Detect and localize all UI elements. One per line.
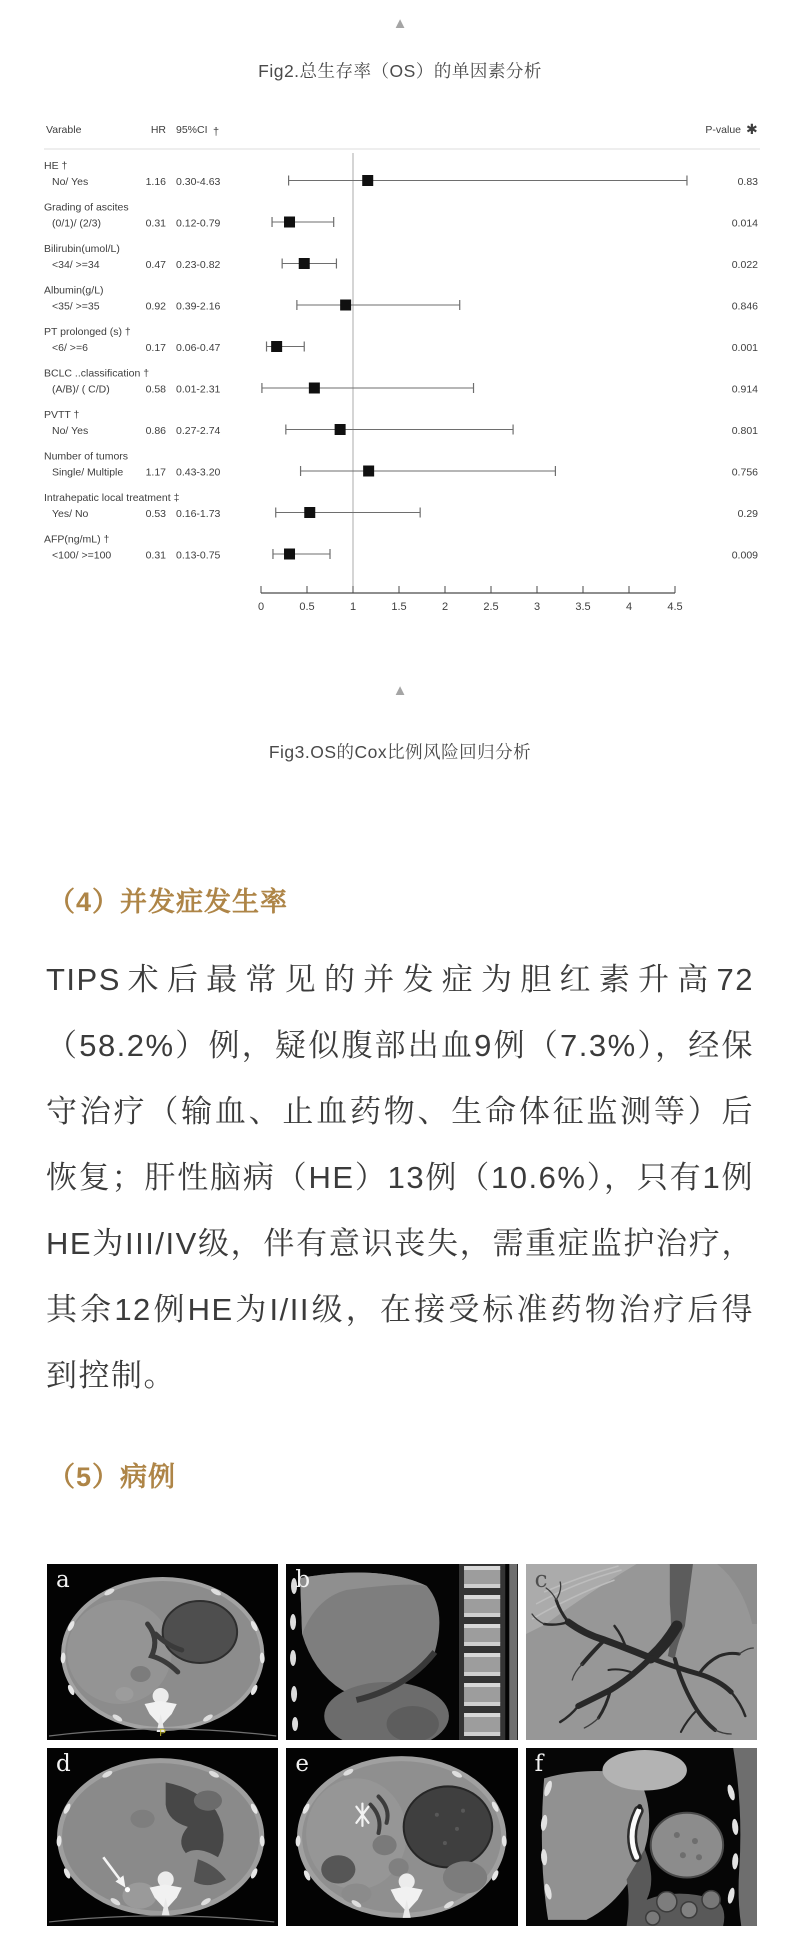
- fig2-caption: Fig2.总生存率（OS）的单因素分析: [258, 61, 542, 81]
- forest-plot-figure: [42, 119, 762, 619]
- panel-label-d: d: [56, 1751, 71, 1777]
- ct-panel-f: [526, 1748, 757, 1926]
- svg-text:BCLC ..classification †: BCLC ..classification †: [44, 367, 150, 380]
- ct-panel-e: [286, 1748, 517, 1926]
- svg-text:0.009: 0.009: [731, 549, 758, 562]
- svg-text:0.16-1.73: 0.16-1.73: [176, 508, 221, 520]
- svg-text:0.47: 0.47: [145, 259, 166, 271]
- svg-text:†: †: [213, 126, 220, 138]
- svg-text:1.17: 1.17: [145, 466, 166, 479]
- svg-text:0.92: 0.92: [145, 300, 166, 313]
- svg-text:Single/ Multiple: Single/ Multiple: [52, 466, 124, 479]
- svg-text:0.001: 0.001: [731, 342, 758, 354]
- svg-text:95%CI: 95%CI: [176, 124, 208, 136]
- svg-text:0.801: 0.801: [731, 425, 758, 437]
- case-ct-figure-grid: [47, 1564, 757, 1926]
- svg-text:<100/ >=100: <100/ >=100: [52, 549, 112, 562]
- svg-text:0.31: 0.31: [145, 549, 166, 562]
- orientation-marker-p: P: [159, 1728, 166, 1739]
- arrow-up-icon: ▲: [392, 15, 408, 32]
- svg-text:2: 2: [441, 601, 449, 613]
- svg-text:0.846: 0.846: [731, 300, 758, 313]
- svg-text:No/ Yes: No/ Yes: [52, 176, 89, 188]
- ct-image-venogram-c: [526, 1564, 757, 1740]
- svg-text:Bilirubin(umol/L): Bilirubin(umol/L): [44, 243, 120, 255]
- svg-text:0.83: 0.83: [737, 176, 758, 188]
- svg-text:0.17: 0.17: [145, 342, 166, 354]
- svg-text:0.43-3.20: 0.43-3.20: [176, 466, 221, 479]
- svg-text:P-value: P-value: [705, 124, 741, 136]
- svg-text:0.31: 0.31: [145, 217, 166, 230]
- svg-text:0.014: 0.014: [731, 217, 758, 230]
- svg-text:3.5: 3.5: [575, 601, 591, 613]
- svg-text:0.86: 0.86: [145, 425, 166, 437]
- svg-text:0.58: 0.58: [145, 383, 166, 396]
- section-5-title: （5）病例: [48, 1462, 177, 1492]
- svg-text:1.5: 1.5: [391, 601, 407, 613]
- fig3-caption: Fig3.OS的Cox比例风险回归分析: [268, 742, 532, 762]
- ct-panel-c: [526, 1564, 757, 1740]
- svg-text:0.29: 0.29: [737, 508, 758, 520]
- ct-panel-d: [47, 1748, 278, 1926]
- collapse-arrow-icon-bottom[interactable]: [0, 683, 800, 705]
- svg-text:1: 1: [349, 601, 357, 613]
- svg-text:PT prolonged (s) †: PT prolonged (s) †: [44, 326, 131, 338]
- svg-text:(A/B)/ ( C/D): (A/B)/ ( C/D): [52, 383, 110, 396]
- ct-panel-a: [47, 1564, 278, 1740]
- svg-text:0.022: 0.022: [731, 259, 758, 271]
- svg-text:<6/ >=6: <6/ >=6: [52, 342, 88, 354]
- svg-text:(0/1)/ (2/3): (0/1)/ (2/3): [52, 217, 102, 230]
- svg-text:1.16: 1.16: [145, 176, 166, 188]
- svg-text:<34/ >=34: <34/ >=34: [52, 259, 100, 271]
- svg-text:✱: ✱: [746, 121, 758, 137]
- panel-label-a: a: [56, 1567, 70, 1593]
- svg-text:<35/ >=35: <35/ >=35: [52, 300, 100, 313]
- svg-text:Number of tumors: Number of tumors: [44, 450, 129, 463]
- svg-text:Albumin(g/L): Albumin(g/L): [44, 284, 104, 297]
- ct-panel-b: [286, 1564, 517, 1740]
- forest-plot-svg: [42, 119, 762, 619]
- panel-label-f: f: [534, 1751, 544, 1777]
- svg-text:HR: HR: [150, 124, 166, 136]
- svg-text:Varable: Varable: [46, 124, 82, 136]
- panel-label-e: e: [295, 1751, 309, 1777]
- panel-label-c: c: [534, 1567, 548, 1593]
- svg-text:0.13-0.75: 0.13-0.75: [176, 549, 221, 562]
- svg-text:Intrahepatic local treatment: Intrahepatic local treatment ‡: [44, 492, 180, 504]
- svg-text:0.756: 0.756: [731, 466, 758, 479]
- svg-text:0: 0: [257, 601, 265, 613]
- svg-text:0.06-0.47: 0.06-0.47: [176, 342, 221, 354]
- svg-text:No/ Yes: No/ Yes: [52, 425, 89, 437]
- arrow-up-icon: ▲: [392, 682, 408, 699]
- svg-text:0.39-2.16: 0.39-2.16: [176, 300, 221, 313]
- svg-text:HE †: HE †: [44, 160, 68, 172]
- ct-image-coronal-f: [526, 1748, 757, 1926]
- svg-text:Grading of ascites: Grading of ascites: [44, 201, 129, 214]
- section-4-title: （4）并发症发生率: [48, 887, 289, 917]
- svg-text:0.5: 0.5: [299, 601, 315, 613]
- svg-text:0.53: 0.53: [145, 508, 166, 520]
- collapse-arrow-icon-top[interactable]: [0, 0, 800, 32]
- ct-image-axial-e: [286, 1748, 517, 1926]
- svg-text:0.914: 0.914: [731, 383, 758, 396]
- svg-text:AFP(ng/mL) †: AFP(ng/mL) †: [44, 533, 110, 546]
- svg-text:0.30-4.63: 0.30-4.63: [176, 176, 221, 188]
- panel-label-b: b: [295, 1567, 311, 1593]
- svg-text:0.27-2.74: 0.27-2.74: [176, 425, 221, 437]
- section-4-paragraph: TIPS术后最常见的并发症为胆红素升高72（58.2%）例，疑似腹部出血9例（7.3%），经保守治疗（输血、止血药物、生命体征监测等）后恢复；肝性脑病（HE）13例（10.6%），只有1例HE为III/IV级，伴有意识丧失，需重症监护治疗，其余12例HE为I/II级，在接受标准药物治疗后得到控制。: [46, 962, 754, 1393]
- svg-text:4.5: 4.5: [667, 601, 683, 613]
- svg-text:4: 4: [625, 601, 633, 613]
- ct-image-axial-a: [47, 1564, 278, 1740]
- ct-image-coronal-b: [286, 1564, 517, 1740]
- svg-text:2.5: 2.5: [483, 601, 499, 613]
- ct-image-axial-d: [47, 1748, 278, 1926]
- svg-text:0.23-0.82: 0.23-0.82: [176, 259, 221, 271]
- svg-text:3: 3: [533, 601, 541, 613]
- svg-text:0.01-2.31: 0.01-2.31: [176, 383, 221, 396]
- svg-text:0.12-0.79: 0.12-0.79: [176, 217, 221, 230]
- svg-text:Yes/ No: Yes/ No: [52, 508, 89, 520]
- svg-text:PVTT †: PVTT †: [44, 409, 80, 421]
